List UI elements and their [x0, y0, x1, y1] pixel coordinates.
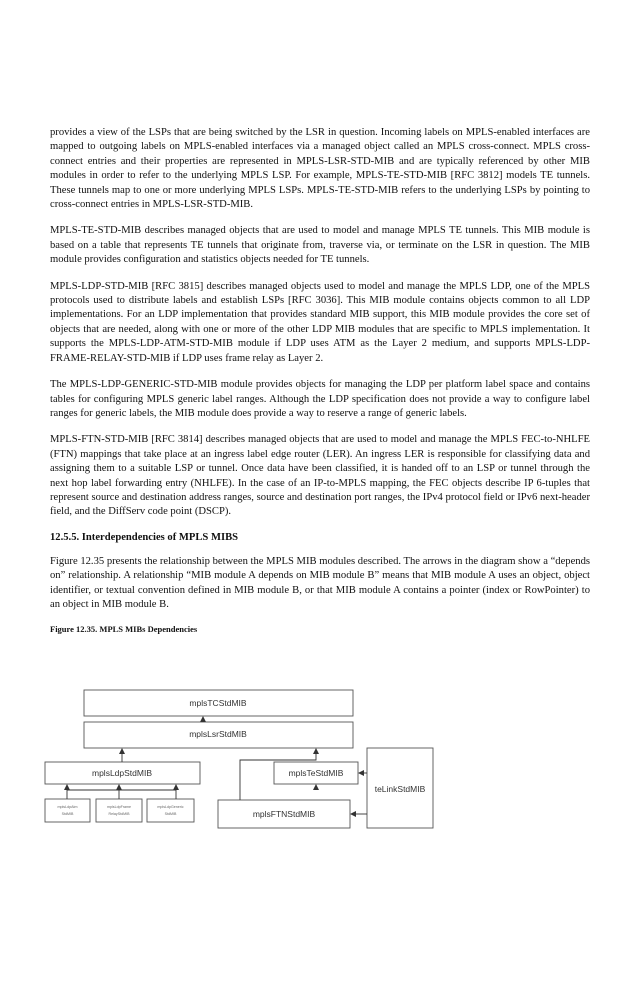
figure-caption: Figure 12.35. MPLS MIBs Dependencies — [50, 624, 198, 635]
label-mpls-ldp-gen-2: StdMIB — [164, 812, 177, 816]
label-mpls-lsr: mplsLsrStdMIB — [189, 729, 247, 739]
label-mpls-tc: mplsTCStdMIB — [189, 698, 247, 708]
label-te-link: teLinkStdMIB — [374, 784, 426, 794]
label-mpls-ldp-fr-2: RelayStdMIB — [108, 812, 130, 816]
paragraph-5: MPLS-FTN-STD-MIB [RFC 3814] describes managed objects that are used to model and manage the MPLS FEC-to-NHLFE (FTN) mappings that take place at an ingress label edge router (LER). An ingress LER is responsible for classifying data and assigning them to a suitable LSP or tunnel. Once data have been classified, it is handed off to an LSP or tunnel through the next hop label forwarding entry (NHLFE). In the case of an IP-to-MPLS mapping, the FEC objects describe IP 6-tuples that represent source and destination address ranges, source and destination port ranges, the IPv4 protocol field or IPv6 next-header field, and the DiffServ code point (DSCP). — [50, 434, 590, 518]
section-paragraph: Figure 12.35 presents the relationship between the MPLS MIB modules described. The arrows in the diagram show a “depends on” relationship. A relationship “MIB module A depends on MIB module B” means that MIB module A uses an object, object identifier, or textual convention defined in MIB module B, or that MIB module A contains a pointer (index or RowPointer) to an object in MIB module B. — [50, 555, 590, 610]
label-mpls-ldp-atm-1: mplsLdpAtm — [57, 805, 78, 809]
ldp-submodule-bus — [67, 790, 176, 799]
paragraph-2: MPLS-TE-STD-MIB describes managed objects that are used to model and manage MPLS TE tunnels. This MIB module is based on a table that represents TE tunnels that originate from, traverse via, or terminate on the LSR in question. The MIB module provides configuration and statistics objects needed for TE tunnels. — [50, 225, 590, 266]
paragraph-3: MPLS-LDP-STD-MIB [RFC 3815] describes managed objects used to model and manage the MPLS LDP, one of the MPLS protocols used to distribute labels and establish LSPs [RFC 3036]. This MIB module contains objects common to all LDP implementations. For an LDP implementation that provides standard MIB support, this MIB module provides the core set of objects that are needed, along with one or more of the other LDP MIB modules that are specific to MPLS implementation. It supports the MPLS-LDP-ATM-STD-MIB module if LDP uses ATM as the Layer 2 medium, and supports MPLS-LDP-FRAME-RELAY-STD-MIB if LDP uses frame relay as Layer 2. — [50, 280, 590, 364]
label-mpls-ftn: mplsFTNStdMIB — [252, 809, 316, 819]
label-mpls-te: mplsTeStdMIB — [288, 768, 344, 778]
box-mpls-ldp-atm — [45, 799, 90, 822]
section-heading: 12.5.5. Interdependencies of MPLS MIBS — [50, 531, 239, 543]
label-mpls-ldp-atm-2: StdMIB — [61, 812, 74, 816]
paragraph-1: provides a view of the LSPs that are being switched by the LSR in question. Incoming labels on MPLS-enabled interfaces are mapped to outgoing labels on MPLS-enabled interfaces via a managed object called an MPLS cross-connect. MPLS cross-connect entries and their properties are represented in MPLS-LSR-STD-MIB and are typically referenced by other MIB modules in order to refer to the underlying MPLS LSP. For example, MPLS-TE-STD-MIB [RFC 3812] models TE tunnels. These tunnels map to one or more underlying MPLS LSPs. MPLS-TE-STD-MIB refers to the underlying LSPs by pointing to cross-connect entries in MPLS-LSR-STD-MIB. — [50, 127, 590, 211]
box-mpls-ldp-frame-relay — [96, 799, 142, 822]
paragraph-4: The MPLS-LDP-GENERIC-STD-MIB module provides objects for managing the LDP per platform label space and contains tables for configuring MPLS generic label ranges. Although the LDP specification does not provide a way to configure label ranges for generic labels, the MIB module does provide a way to reserve a range of generic labels. — [50, 379, 590, 419]
box-mpls-ldp-generic — [147, 799, 194, 822]
label-mpls-ldp-gen-1: mplsLdpGeneric — [157, 805, 184, 809]
label-mpls-ldp: mplsLdpStdMIB — [92, 768, 152, 778]
label-mpls-ldp-fr-1: mplsLdpFrame — [107, 805, 131, 809]
